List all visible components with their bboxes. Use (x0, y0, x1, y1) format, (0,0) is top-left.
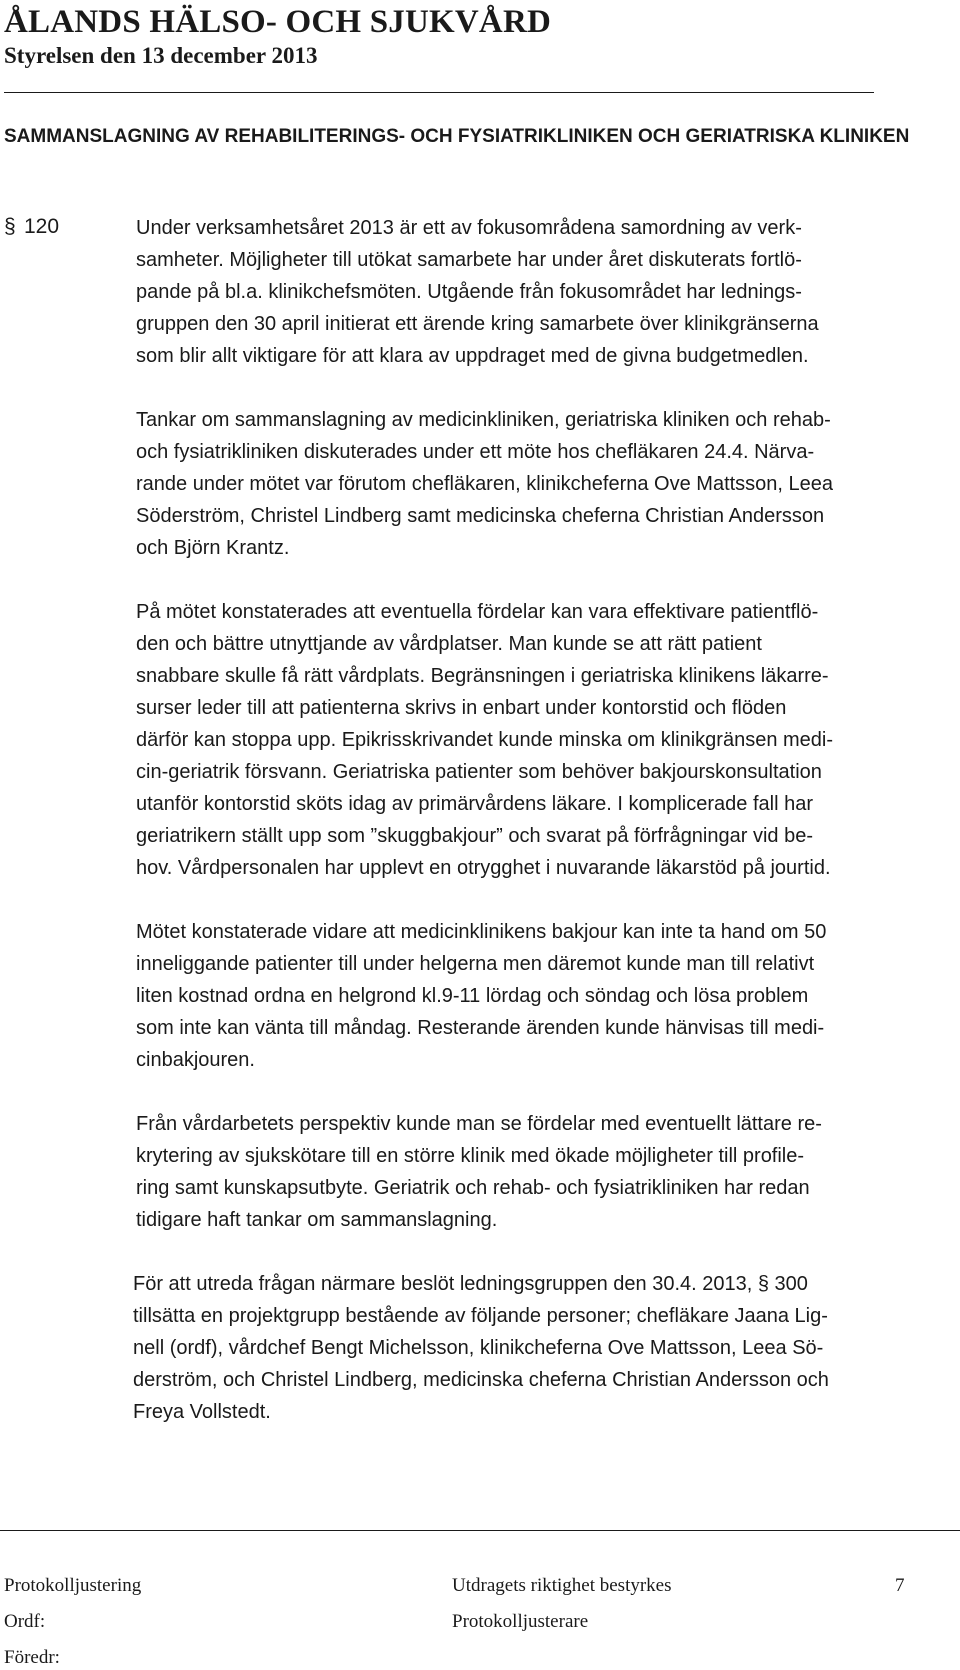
body-line: därför kan stoppa upp. Epikrisskrivandet kunde minska om klinikgränsen medi- (136, 729, 834, 751)
meeting-date: Styrelsen den 13 december 2013 (4, 43, 318, 68)
body-line: liten kostnad ordna en helgrond kl.9-11 lördag och söndag och lösa problem (136, 985, 809, 1007)
body-line: ring samt kunskapsutbyte. Geriatrik och rehab- och fysiatrikliniken har redan (136, 1177, 810, 1199)
body-line: samheter. Möjligheter till utökat samarbete har under året diskuterats fortlö- (136, 249, 802, 271)
body-line: Från vårdarbetets perspektiv kunde man se fördelar med eventuellt lättare re- (136, 1113, 822, 1135)
body-line: krytering av sjukskötare till en större klinik med ökade möjligheter till profile- (136, 1145, 805, 1167)
body-line: Söderström, Christel Lindberg samt medicinska cheferna Christian Andersson (136, 505, 825, 527)
section-heading: SAMMANSLAGNING AV REHABILITERINGS- OCH FYSIATRIKLINIKEN OCH GERIATRISKA KLINIKEN (4, 126, 910, 147)
paragraph-sign: § (4, 215, 16, 238)
body-paragraph (136, 916, 960, 1076)
body-line: hov. Vårdpersonalen har upplevt en otrygghet i nuvarande läkarstöd på jourtid. (136, 857, 831, 879)
body-paragraph (136, 1108, 960, 1236)
body-paragraph (133, 1268, 960, 1428)
footer-page-number: 7 (895, 1575, 905, 1596)
body-line: tillsätta en projektgrupp bestående av följande personer; chefläkare Jaana Lig- (133, 1305, 828, 1327)
body-line: och Björn Krantz. (136, 537, 290, 559)
body-line: På mötet konstaterades att eventuella fördelar kan vara effektivare patientflö- (136, 601, 819, 623)
footer-checkers: Protokolljusterare (452, 1611, 589, 1632)
body-line: rande under mötet var förutom chefläkaren, klinikcheferna Ove Mattsson, Leea (136, 473, 834, 495)
footer-presenter: Föredr: (4, 1647, 60, 1668)
organization-title: ÅLANDS HÄLSO- OCH SJUKVÅRD (4, 4, 552, 40)
body-line: inneliggande patienter till under helgerna men däremot kunde man till relativt (136, 953, 815, 975)
footer-chair: Ordf: (4, 1611, 46, 1632)
paragraph-number: 120 (24, 215, 60, 238)
body-line: snabbare skulle få rätt vårdplats. Begränsningen i geriatriska klinikens läkarre- (136, 665, 829, 687)
header-divider (4, 92, 874, 93)
body-paragraph (136, 596, 960, 884)
body-paragraph (136, 404, 960, 564)
body-line: Mötet konstaterade vidare att medicinklinikens bakjour kan inte ta hand om 50 (136, 921, 827, 943)
body-line: cin-geriatrik försvann. Geriatriska patienter som behöver bakjourskonsultation (136, 761, 822, 783)
body-line: geriatrikern ställt upp som ”skuggbakjour” och svarat på förfrågningar vid be- (136, 825, 813, 847)
body-paragraph (136, 212, 960, 372)
body-line: pande på bl.a. klinikchefsmöten. Utgående från fokusområdet har lednings- (136, 281, 802, 303)
body-line: cinbakjouren. (136, 1049, 255, 1071)
body-line: den och bättre utnyttjande av vårdplatser. Man kunde se att rätt patient (136, 633, 762, 655)
footer-protocol-check: Protokolljustering (4, 1575, 142, 1596)
footer-certified: Utdragets riktighet bestyrkes (452, 1575, 672, 1596)
body-line: gruppen den 30 april initierat ett ärende kring samarbete över klinikgränserna (136, 313, 819, 335)
body-line: utanför kontorstid sköts idag av primärvårdens läkare. I komplicerade fall har (136, 793, 813, 815)
body-line: som blir allt viktigare för att klara av uppdraget med de givna budgetmedlen. (136, 345, 809, 367)
body-line: tidigare haft tankar om sammanslagning. (136, 1209, 498, 1231)
body-line: som inte kan vänta till måndag. Resterande ärenden kunde hänvisas till medi- (136, 1017, 825, 1039)
body-line: och fysiatrikliniken diskuterades under ett möte hos chefläkaren 24.4. Närva- (136, 441, 815, 463)
body-line: För att utreda frågan närmare beslöt ledningsgruppen den 30.4. 2013, § 300 (133, 1273, 808, 1295)
protocol-body (133, 212, 960, 1460)
body-line: Freya Vollstedt. (133, 1401, 271, 1423)
body-line: Under verksamhetsåret 2013 är ett av fokusområdena samordning av verk- (136, 217, 802, 239)
footer-divider (0, 1530, 960, 1531)
body-line: surser leder till att patienterna skrivs in enbart under kontorstid och flöden (136, 697, 787, 719)
body-line: Tankar om sammanslagning av medicinkliniken, geriatriska kliniken och rehab- (136, 409, 831, 431)
body-line: derström, och Christel Lindberg, medicinska cheferna Christian Andersson och (133, 1369, 829, 1391)
body-line: nell (ordf), vårdchef Bengt Michelsson, klinikcheferna Ove Mattsson, Leea Sö- (133, 1337, 824, 1359)
